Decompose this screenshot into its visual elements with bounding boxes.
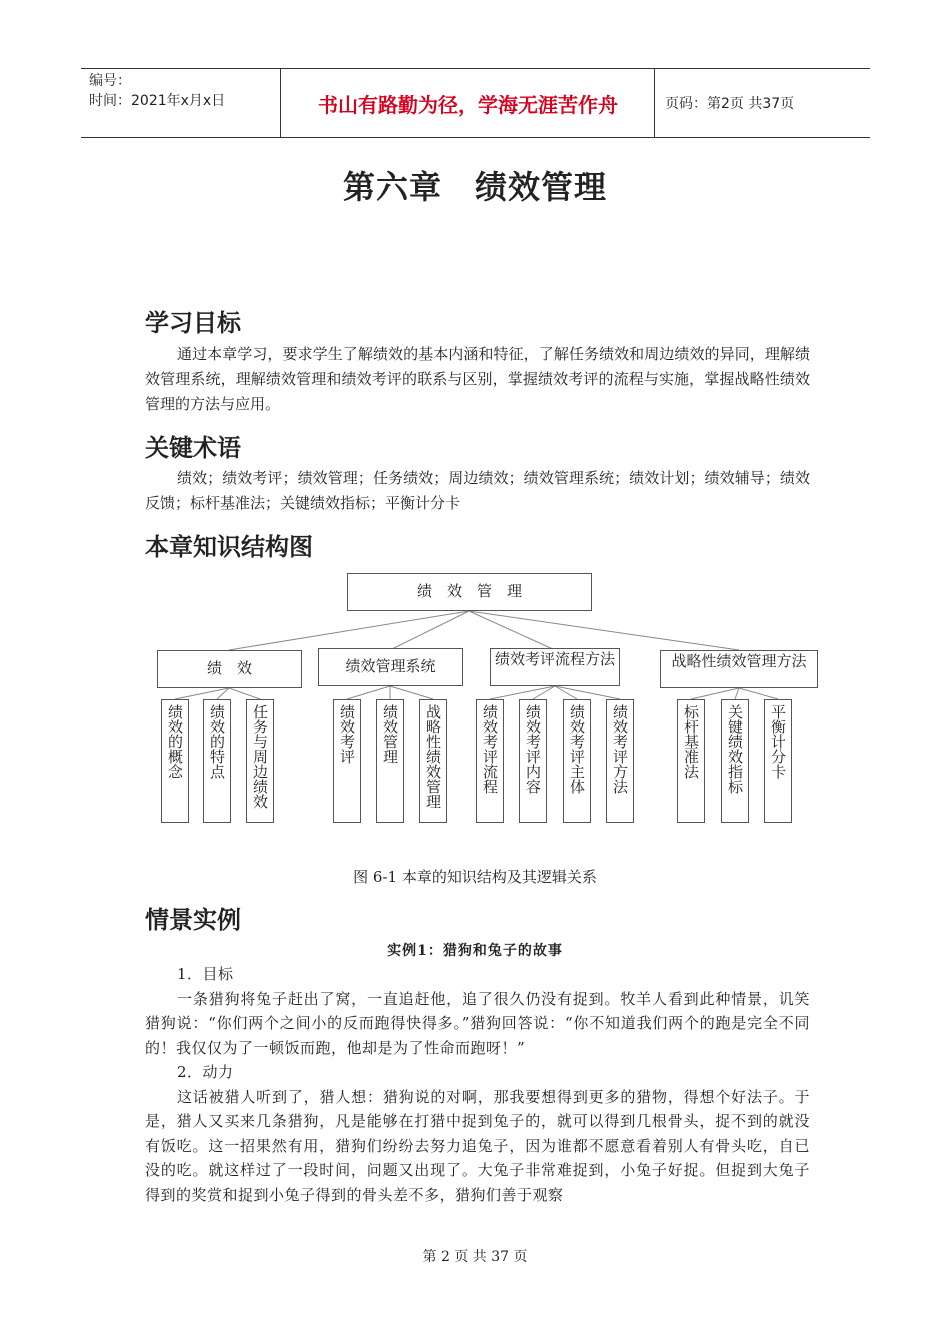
connector-line [490, 686, 555, 699]
diagram-root: 绩 效 管 理 [347, 573, 592, 611]
diagram-branch-system: 绩效管理系统 [318, 648, 463, 686]
case-item1-label: 1．目标 [177, 965, 234, 983]
header-motto: 书山有路勤为径，学海无涯苦作舟 [282, 69, 655, 137]
connector-line [390, 611, 469, 650]
connector-line [691, 688, 739, 699]
chapter-title: 第六章 绩效管理 [342, 168, 607, 206]
case-item1-text: 一条猎狗将兔子赶出了窝，一直追赶他，追了很久仍没有捉到。牧羊人看到此种情景，讥笑猎狗说：“你们两个之间小的反而跑得快得多。”猎狗回答说：“你不知道我们两个的跑是完全不同的！我仅仅为了一顿饭而跑，他却是为了性命而跑呀！” [145, 989, 810, 1057]
connector-line [229, 611, 469, 650]
connector-line [469, 611, 739, 650]
diagram-leaf [419, 699, 447, 823]
diagram-leaf [677, 699, 705, 823]
diagram-leaf [721, 699, 749, 823]
connector-line [555, 686, 620, 699]
diagram-leaf-label: 绩效考评流程 [481, 704, 499, 794]
case-item2-label: 2．动力 [177, 1063, 234, 1081]
connector-line [347, 686, 390, 699]
number-label: 编号： [89, 73, 131, 89]
diagram-leaf-label: 绩效的概念 [166, 704, 184, 779]
diagram-leaf-label: 平衡计分卡 [769, 704, 787, 779]
diagram-leaf [764, 699, 792, 823]
connector-line [739, 688, 778, 699]
diagram-leaf [606, 699, 634, 823]
diagram-leaf [161, 699, 189, 823]
case-body [145, 962, 810, 1207]
diagram-leaf-label: 任务与周边绩效 [251, 704, 269, 809]
diagram-leaf [563, 699, 591, 823]
diagram-leaf-label: 绩效考评主体 [568, 704, 586, 794]
case-title: 实例1：猎狗和兔子的故事 [387, 943, 563, 959]
diagram-leaf-label: 绩效考评 [338, 704, 356, 764]
case-item2-text: 这话被猎人听到了，猎人想：猎狗说的对啊，那我要想得到更多的猎物，得想个好法子。于是，猎人又买来几条猎狗，凡是能够在打猎中捉到兔子的，就可以得到几根骨头，捉不到的就没有饭吃。这一招果然有用，猎狗们纷纷去努力追兔子，因为谁都不愿意看着别人有骨头吃，自已没的吃。就这样过了一段时间，问题又出现了。大兔子非常难捉到，小兔子好捉。但捉到大兔子得到的奖赏和捉到小兔子得到的骨头差不多，猎狗们善于观察 [145, 1087, 810, 1204]
diagram-leaf [246, 699, 274, 823]
connector-line [175, 688, 229, 699]
diagram-leaf-label: 标杆基准法 [682, 704, 700, 779]
figure-caption: 图 6-1 本章的知识结构及其逻辑关系 [353, 868, 597, 886]
diagram-branch-performance: 绩 效 [157, 650, 302, 688]
diagram-leaf [376, 699, 404, 823]
diagram-leaf-label: 绩效考评方法 [611, 704, 629, 794]
objectives-heading: 学习目标 [145, 309, 241, 337]
objectives-text: 通过本章学习，要求学生了解绩效的基本内涵和特征，了解任务绩效和周边绩效的异同，理解绩效管理系统，理解绩效管理和绩效考评的联系与区别，掌握绩效考评的流程与实施，掌握战略性绩效管理的方法与应用。 [145, 345, 810, 413]
diagram-leaf [519, 699, 547, 823]
diagram-leaf-label: 关键绩效指标 [726, 704, 744, 794]
connector-line [735, 688, 739, 699]
time-label: 时间：2021年x月x日 [89, 93, 226, 109]
structure-heading: 本章知识结构图 [145, 533, 313, 561]
diagram-leaf [333, 699, 361, 823]
diagram-leaf-label: 绩效的特点 [208, 704, 226, 779]
diagram-branch-strategic: 战略性绩效管理方法 [660, 650, 818, 688]
terms-heading: 关键术语 [145, 434, 241, 462]
diagram-branch-appraisal: 绩效考评流程方法 [490, 648, 620, 686]
diagram-leaf-label: 绩效考评内容 [524, 704, 542, 794]
connector-line [390, 686, 433, 699]
terms-text: 绩效；绩效考评；绩效管理；任务绩效；周边绩效；绩效管理系统；绩效计划；绩效辅导；绩效反馈；标杆基准法；关键绩效指标；平衡计分卡 [145, 469, 810, 512]
case-heading: 情景实例 [145, 906, 241, 934]
header-page-info: 页码：第2页 共37页 [665, 96, 795, 112]
diagram-leaf [476, 699, 504, 823]
diagram-leaf-label: 绩效管理 [381, 704, 399, 764]
diagram-leaf [203, 699, 231, 823]
page-footer: 第 2 页 共 37 页 [422, 1249, 528, 1265]
diagram-leaf-label: 战略性绩效管理 [424, 704, 442, 809]
connector-line [229, 688, 260, 699]
